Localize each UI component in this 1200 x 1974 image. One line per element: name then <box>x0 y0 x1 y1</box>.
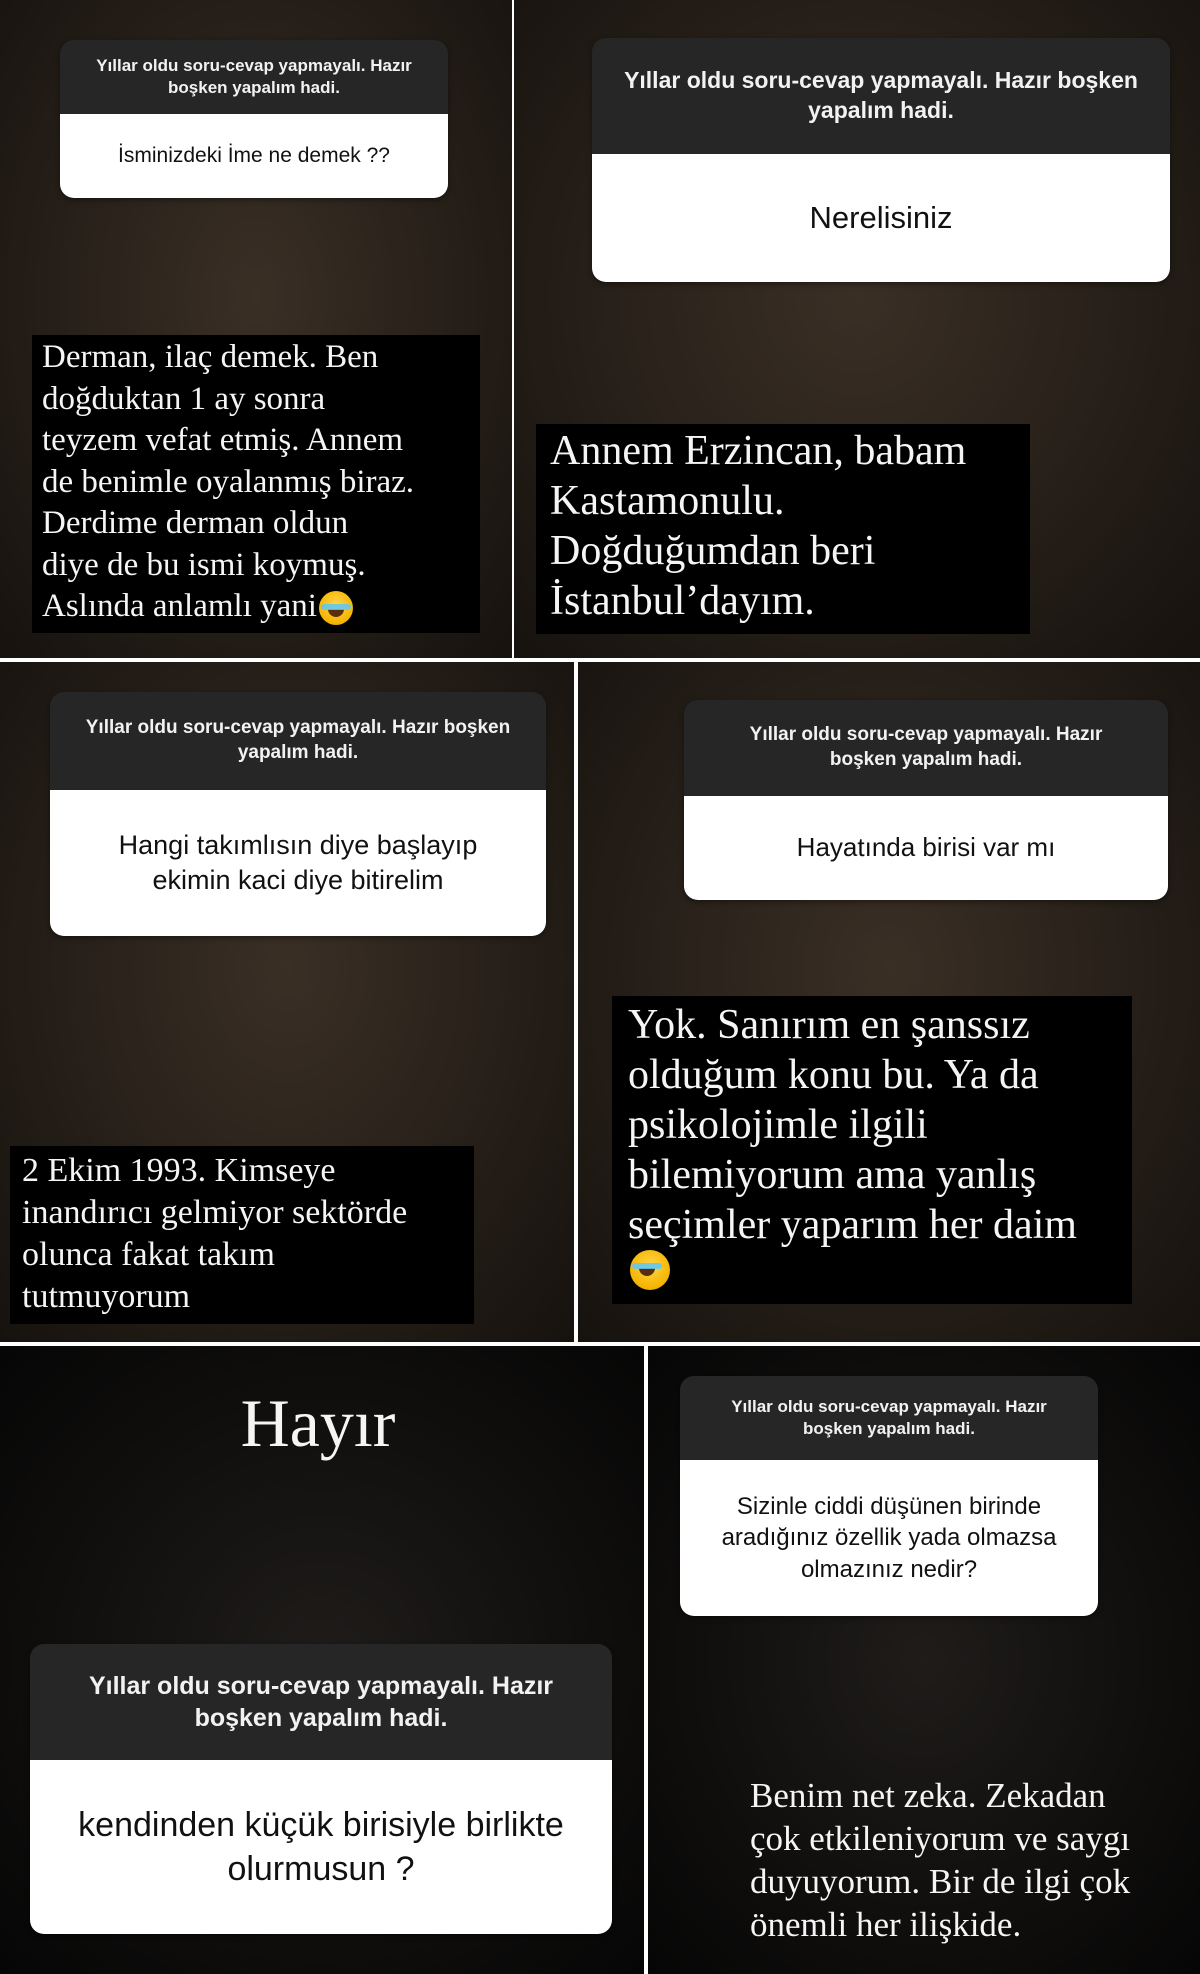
answer-text: Yok. Sanırım en şanssız olduğum konu bu. Ya da psikolojimle ilgili bilemiyorum ama yanlış seçimler yaparım her daim <box>628 1002 1077 1248</box>
question-card <box>680 1376 1098 1616</box>
story-panel-3 <box>0 662 574 1342</box>
face-with-tears-of-joy-icon <box>630 1250 670 1290</box>
story-panel-4 <box>578 662 1200 1342</box>
question-text: Sizinle ciddi düşünen birinde aradığınız özellik yada olmazsa olmazınız nedir? <box>680 1460 1098 1616</box>
question-text: Nerelisiniz <box>592 154 1170 282</box>
answer-box <box>10 1146 474 1324</box>
question-text: Hayatında birisi var mı <box>684 796 1168 900</box>
question-header: Yıllar oldu soru-cevap yapmayalı. Hazır boşken yapalım hadi. <box>680 1376 1098 1460</box>
answer-text: Benim net zeka. Zekadan çok etkileniyorum ve saygı duyuyorum. Bir de ilgi çok önemli her ilişkide. <box>750 1776 1131 1944</box>
question-header: Yıllar oldu soru-cevap yapmayalı. Hazır boşken yapalım hadi. <box>592 38 1170 154</box>
story-panel-5 <box>0 1346 644 1974</box>
story-panel-1 <box>0 0 512 658</box>
story-panel-2 <box>514 0 1200 658</box>
question-text: Hangi takımlısın diye başlayıp ekimin kaci diye bitirelim <box>50 790 546 936</box>
question-text: kendinden küçük birisiyle birlikte olurmusun ? <box>30 1760 612 1934</box>
question-card <box>30 1644 612 1934</box>
question-header: Yıllar oldu soru-cevap yapmayalı. Hazır boşken yapalım hadi. <box>60 40 448 114</box>
question-header: Yıllar oldu soru-cevap yapmayalı. Hazır boşken yapalım hadi. <box>50 692 546 790</box>
answer-text: Hayır <box>240 1385 396 1461</box>
question-header: Yıllar oldu soru-cevap yapmayalı. Hazır boşken yapalım hadi. <box>30 1644 612 1760</box>
question-card <box>60 40 448 198</box>
question-text: İsminizdeki İme ne demek ?? <box>60 114 448 198</box>
answer-text: Derman, ilaç demek. Ben doğduktan 1 ay sonra teyzem vefat etmiş. Annem de benimle oyalanmış biraz. Derdime derman oldun diye de bu ismi koymuş. Aslında anlamlı yani <box>42 339 415 624</box>
question-card <box>592 38 1170 282</box>
question-header: Yıllar oldu soru-cevap yapmayalı. Hazır boşken yapalım hadi. <box>684 700 1168 796</box>
answer-box <box>536 424 1030 634</box>
face-with-tears-of-joy-icon <box>319 591 353 625</box>
answer-text: 2 Ekim 1993. Kimseye inandırıcı gelmiyor sektörde olunca fakat takım tutmuyorum <box>22 1152 408 1315</box>
answer-box <box>32 335 480 633</box>
story-panel-6 <box>648 1346 1200 1974</box>
answer-text: Annem Erzincan, babam Kastamonulu. Doğduğumdan beri İstanbul’dayım. <box>550 428 967 624</box>
question-card <box>684 700 1168 900</box>
question-card <box>50 692 546 936</box>
answer-box <box>612 996 1132 1304</box>
